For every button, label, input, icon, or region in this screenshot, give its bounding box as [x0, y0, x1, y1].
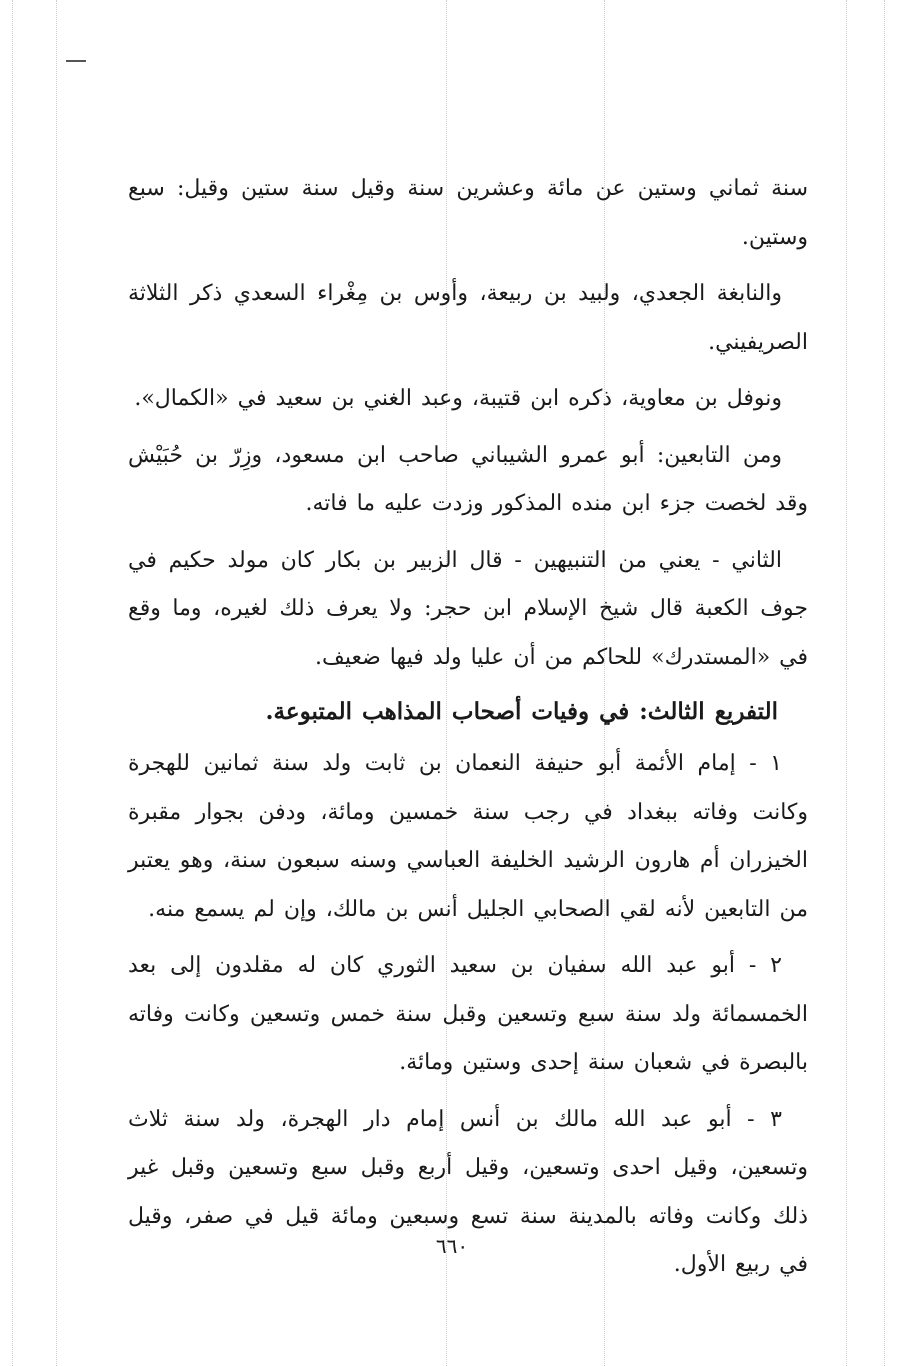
scan-dotted-line: [56, 0, 57, 1366]
list-item: ٣ - أبو عبد الله مالك بن أنس إمام دار الهجرة، ولد سنة ثلاث وتسعين، وقيل احدى وتسعين، وقيل أربع وقبل سبع وتسعين وقبل غير ذلك وكانت وفاته بالمدينة سنة تسع وسبعين ومائة قيل في صفر، وقيل في ربيع الأول.: [128, 1106, 808, 1277]
page-number: ٦٦٠: [435, 1234, 469, 1258]
paragraph: الثاني - يعني من التنبيهين - قال الزبير بن بكار كان مولد حكيم في جوف الكعبة قال شيخ الإسلام ابن حجر: ولا يعرف ذلك لغيره، وما وقع في «المستدرك» للحاكم من أن عليا ولد فيها ضعيف.: [128, 547, 808, 670]
scan-dotted-line: [884, 0, 885, 1366]
page-body: [128, 165, 808, 1298]
paragraph: ونوفل بن معاوية، ذكره ابن قتيبة، وعبد الغني بن سعيد في «الكمال».: [134, 386, 782, 411]
scan-dotted-line: [12, 0, 13, 1366]
paragraph: والنابغة الجعدي، ولبيد بن ربيعة، وأوس بن مِغْراء السعدي ذكر الثلاثة الصريفيني.: [128, 281, 808, 355]
paragraph: ومن التابعين: أبو عمرو الشيباني صاحب ابن مسعود، وزِرّ بن حُبَيْش وقد لخصت جزء ابن منده المذكور وزدت عليه ما فاته.: [128, 442, 808, 516]
list-item: ٢ - أبو عبد الله سفيان بن سعيد الثوري كان له مقلدون إلى بعد الخمسمائة ولد سنة سبع وتسعين وقبل سنة خمس وتسعين وكانت وفاته بالبصرة في شعبان سنة إحدى وستين ومائة.: [128, 953, 808, 1075]
scan-dotted-line: [846, 0, 847, 1366]
paragraph: سنة ثماني وستين عن مائة وعشرين سنة وقيل سنة ستين وقيل: سبع وستين.: [128, 176, 808, 250]
section-heading: التفريع الثالث: في وفيات أصحاب المذاهب المتبوعة.: [265, 698, 778, 725]
margin-mark: [66, 60, 86, 62]
list-item: ١ - إمام الأئمة أبو حنيفة النعمان بن ثابت ولد سنة ثمانين للهجرة وكانت وفاته ببغداد في رجب سنة خمسين ومائة، ودفن بجوار مقبرة الخيزران أم هارون الرشيد الخليفة العباسي وسنه سبعون سنة، وهو يعتبر من التابعين لأنه لقي الصحابي الجليل أنس بن مالك، وإن لم يسمع منه.: [128, 751, 808, 922]
